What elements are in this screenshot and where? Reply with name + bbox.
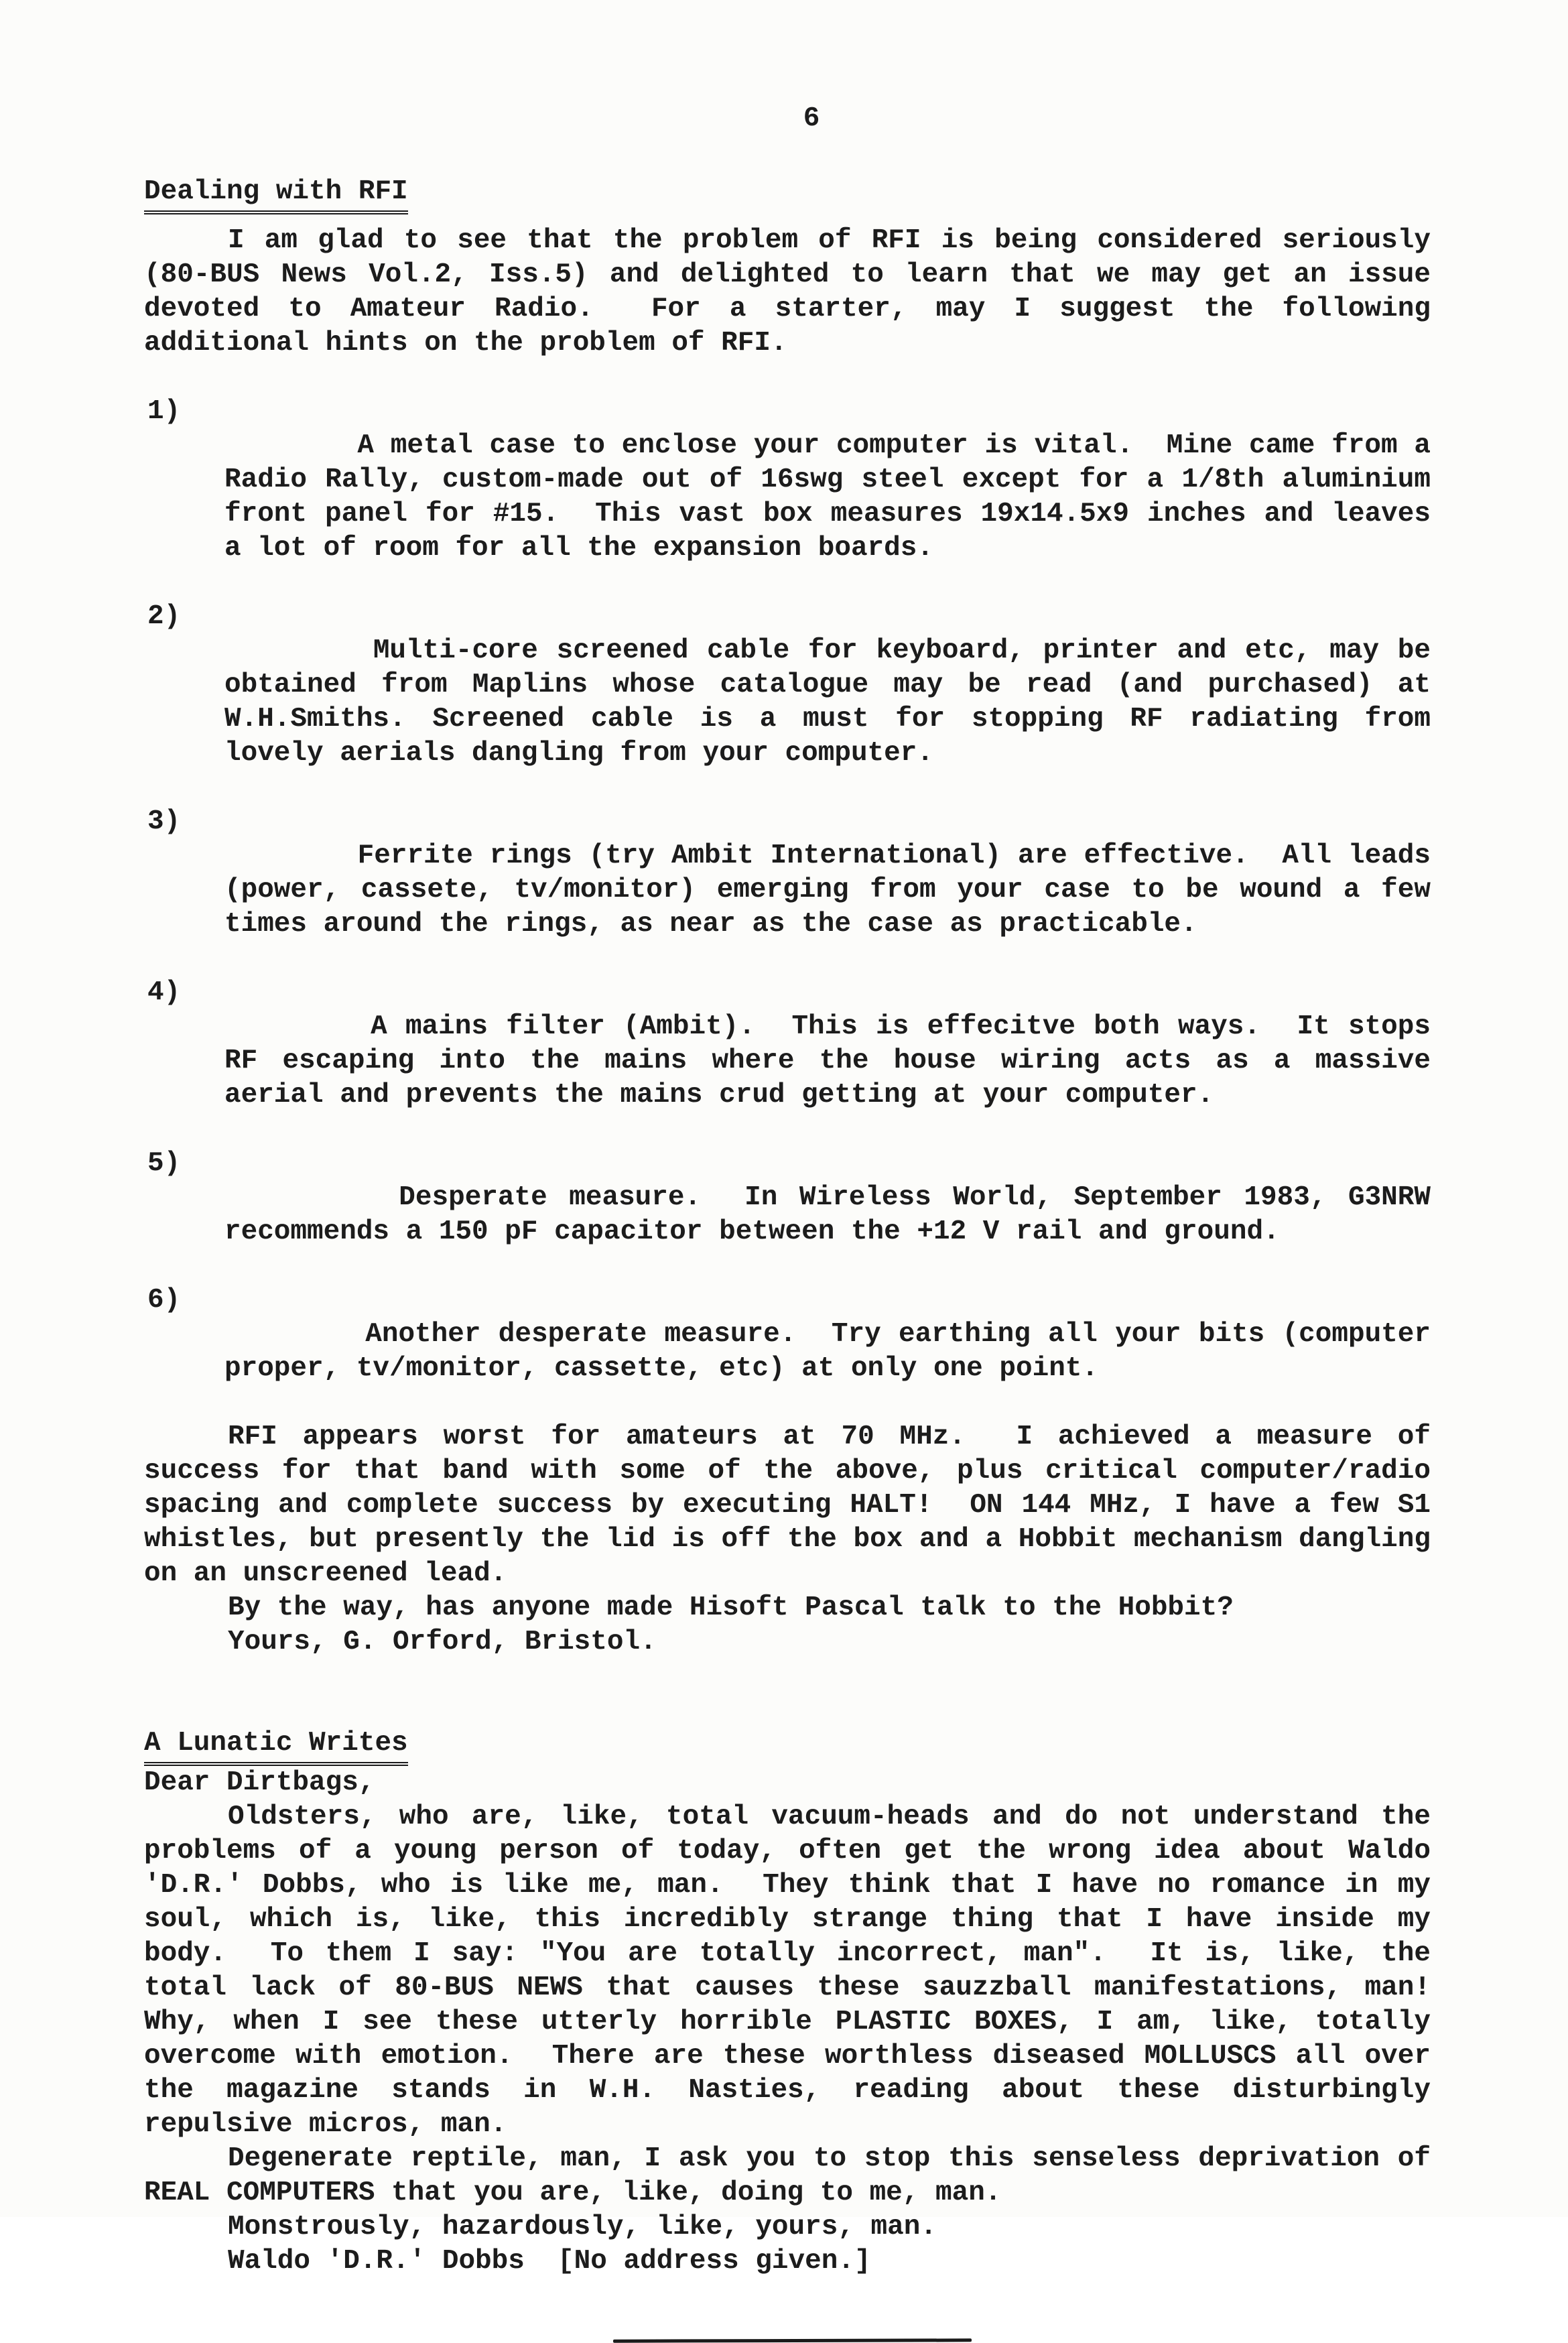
list-item (144, 976, 1447, 1147)
list-item (144, 1147, 1447, 1283)
section-heading-rfi (144, 175, 1431, 214)
letter-dealing-with-rfi (144, 175, 1447, 1659)
section-heading-lunatic (144, 1726, 1431, 1766)
list-item-marker: 6) (147, 1285, 181, 1316)
page-number: 6 (803, 103, 820, 134)
rfi-postscript-line: By the way, has anyone made Hisoft Pascal talk to the Hobbit? (228, 1592, 1234, 1623)
list-item-text: A mains filter (Ambit). This is effecitve both ways. It stops RF escaping into the mains where the house wiring acts as a massive aerial and prevents the mains crud getting at your computer. (224, 1011, 1447, 1111)
rfi-intro-paragraph: I am glad to see that the problem of RFI is being considered seriously (80-BUS News Vol.2, Iss.5) and delighted to learn that we may get an issue devoted to Amateur Radio. For a starter, may I suggest the following additional hints on the problem of RFI. (144, 225, 1447, 359)
list-item-text: Desperate measure. In Wireless World, September 1983, G3NRW recommends a 150 pF capacitor between the +12 V rail and ground. (224, 1182, 1447, 1247)
list-item-marker: 5) (147, 1148, 181, 1179)
letter-a-lunatic-writes (144, 1726, 1447, 2279)
list-item-marker: 4) (147, 977, 181, 1008)
list-item (144, 1283, 1447, 1420)
list-item-marker: 3) (147, 806, 181, 837)
lunatic-signoff-line: Monstrously, hazardously, like, yours, man. (228, 2212, 937, 2242)
list-item (144, 395, 1447, 600)
list-item (144, 600, 1447, 805)
list-item-text: Ferrite rings (try Ambit International) are effective. All leads (power, cassete, tv/monitor) emerging from your case to be wound a few times around the rings, as near as the case as practicable. (224, 840, 1447, 940)
lunatic-body-paragraph-2: Degenerate reptile, man, I ask you to stop this senseless deprivation of REAL COMPUTERS that you are, like, doing to me, man. (144, 2143, 1447, 2208)
end-divider-rule (613, 2338, 972, 2342)
list-item-marker: 2) (147, 601, 181, 632)
section-heading-lunatic-text: A Lunatic Writes (144, 1726, 408, 1766)
list-item (144, 805, 1447, 976)
rfi-hints-list (144, 395, 1447, 1420)
rfi-signature-line: Yours, G. Orford, Bristol. (228, 1627, 657, 1657)
section-heading-rfi-text: Dealing with RFI (144, 175, 408, 214)
lunatic-signature-line: Waldo 'D.R.' Dobbs [No address given.] (228, 2246, 871, 2277)
lunatic-body-paragraph-1: Oldsters, who are, like, total vacuum-heads and do not understand the problems of a young person of today, often get the wrong idea about Waldo 'D.R.' Dobbs, who is like me, man. They think that I have no romance in my soul, which is, like, this incredibly strange thing that I have inside my body. To them I say: "You are totally incorrect, man". It is, like, the total lack of 80-BUS NEWS that causes these sauzzball manifestations, man! Why, when I see these utterly horrible PLASTIC BOXES, I am, like, totally overcome with emotion. There are these worthless diseased MOLLUSCS all over the magazine stands in W.H. Nasties, reading about these disturbingly repulsive micros, man. (144, 1801, 1447, 2140)
list-item-text: A metal case to enclose your computer is vital. Mine came from a Radio Rally, custom-made out of 16swg steel except for a 1/8th aluminium front panel for #15. This vast box measures 19x14.5x9 inches and leaves a lot of room for all the expansion boards. (224, 430, 1447, 564)
list-item-marker: 1) (147, 396, 181, 427)
rfi-closing-paragraph: RFI appears worst for amateurs at 70 MHz. I achieved a measure of success for that band with some of the above, plus critical computer/radio spacing and complete success by executing HALT! ON 144 MHz, I have a few S1 whistles, but presently the lid is off the box and a Hobbit mechanism dangling on an unscreened lead. (144, 1421, 1447, 1589)
list-item-text: Multi-core screened cable for keyboard, printer and etc, may be obtained from Maplins whose catalogue may be read (and purchased) at W.H.Smiths. Screened cable is a must for stopping RF radiating from lovely aerials dangling from your computer. (224, 635, 1447, 769)
lunatic-salutation-line: Dear Dirtbags, (144, 1767, 375, 1798)
list-item-text: Another desperate measure. Try earthing all your bits (computer proper, tv/monitor, cassette, etc) at only one point. (224, 1319, 1447, 1384)
